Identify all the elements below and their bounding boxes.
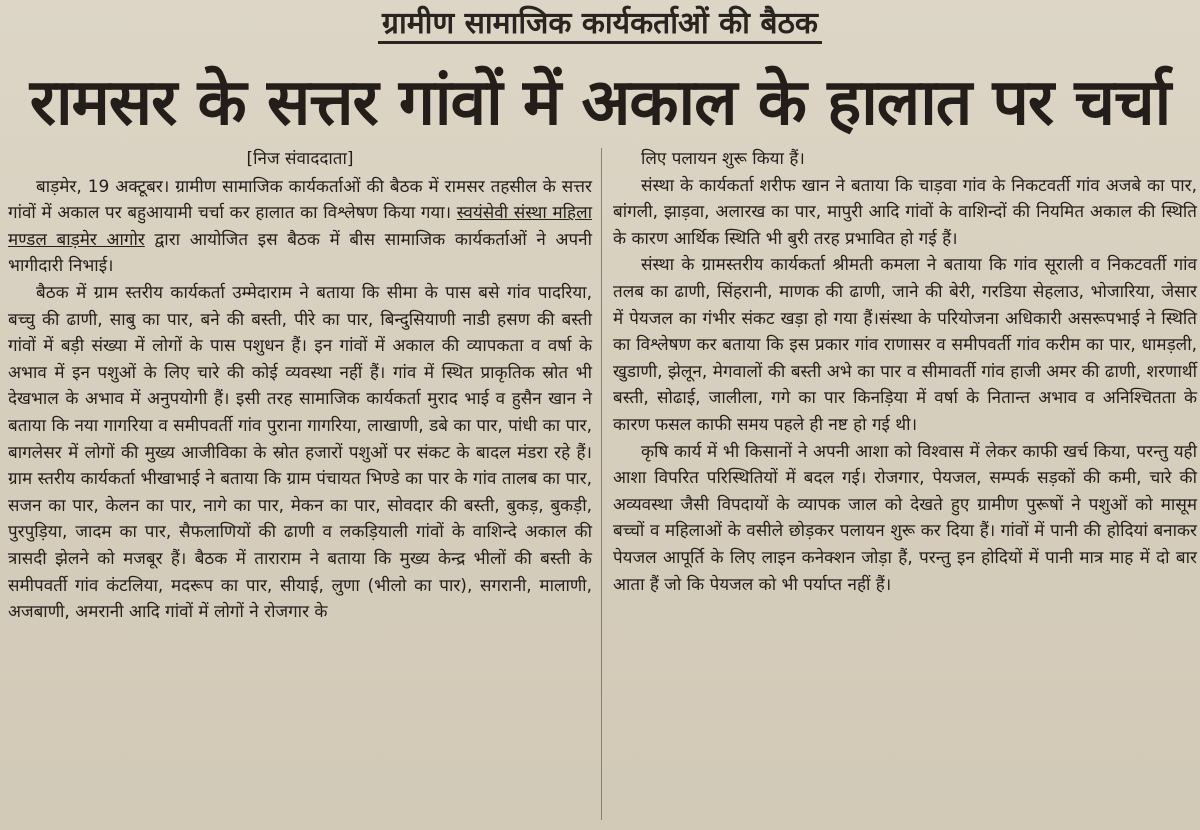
article-kicker (0, 4, 1200, 44)
byline: [निज संवाददाता] (246, 149, 354, 169)
organization-name-underlined: स्वयंसेवी संस्था महिला मण्डल बाड़मेर आगोर (8, 203, 593, 250)
paragraph-5: कृषि कार्य में भी किसानों ने अपनी आशा को विश्वास में लेकर काफी खर्च किया, परन्तु यही आशा विपरित परिस्थितियों में बदल गई। रोजगार, पेयजल, सम्पर्क सड़कों की कमी, चारे की अव्यवस्था जैसी विपदायों के व्यापक जाल को देखते हुए ग्रामीण पुरूषों ने पशुओं को मासूम बच्चों व महिलाओं के वसीले छोड़कर पलायन शुरू कर दिया हैं। गांवों में पानी की होदियां बनाकर पेयजल आपूर्ति के लिए लाइन कनेक्शन जोड़ा हैं, परन्तु इन होदियों में पानी मात्र माह में दो बार आता हैं जो कि पेयजल को भी पर्याप्त नहीं हैं। (613, 441, 1197, 595)
article-headline: रामसर के सत्तर गांवों में अकाल के हालात पर चर्चा (29, 66, 1171, 140)
paragraph-4: संस्था के ग्रामस्तरीय कार्यकर्ता श्रीमती कमला ने बताया कि गांव सूराली व निकटवर्ती गांव तलब का ढाणी, सिंहरानी, माणक की ढाणी, जाने की बेरी, गरडिया सेहलाउ, भोजारिया, जेसार में पेयजल का गंभीर संकट खड़ा हो गया हैं।संस्था के परियोजना अधिकारी असरूपभाई ने स्थिति का विश्लेषण कर बताया कि इस प्रकार गांव राणासर व समीपवर्ती गांव करीम का पार, धामड़ली, खुडाणी, झेलून, मेगवालों की बस्ती अभे का पार व सीमावर्ती गांव हाजी अमर की ढाणी, शरणार्थी बस्ती, सोढाई, जालीला, गगे का पार किनड़िया में वर्षा के नितान्त अभाव व अनिश्चितता के कारण फसल काफी समय पहले ही नष्ट हो गई थी। (613, 255, 1197, 435)
paragraph-continuation: लिए पलायन शुरू किया हैं। (641, 149, 805, 169)
article-column-left (8, 146, 592, 626)
column-divider (601, 148, 602, 820)
paragraph-1-lead: बाड़मेर, 19 अक्टूबर। ग्रामीण सामाजिक कार्यकर्ताओं की बैठक में रामसर तहसील के सत्तर गांवों में अकाल पर बहुआयामी चर्चा कर हालात का विश्लेषण किया गया। (8, 176, 592, 224)
paragraph-1 (8, 174, 592, 280)
paragraph-1-rest: द्वारा आयोजित इस बैठक में बीस सामाजिक कार्यकर्ताओं ने अपनी भागीदारी निभाई। (8, 229, 592, 277)
kicker-text: ग्रामीण सामाजिक कार्यकर्ताओं की बैठक (378, 6, 822, 44)
article-column-right (613, 146, 1197, 598)
paragraph-3: संस्था के कार्यकर्ता शरीफ खान ने बताया कि चाड़वा गांव के निकटवर्ती गांव अजबे का पार, बांगली, झाड़वा, अलारख का पार, मापुरी आदि गांवों के वाशिन्दों की नियमित अकाल की स्थिति के कारण आर्थिक स्थिति भी बुरी तरह प्रभावित हो गई हैं। (613, 175, 1197, 249)
paragraph-2: बैठक में ग्राम स्तरीय कार्यकर्ता उम्मेदाराम ने बताया कि सीमा के पास बसे गांव पादरिया, बच्चु की ढाणी, साबु का पार, बने की बस्ती, पीरे का पार, बिन्दुसियाणी नाडी हसण की बस्ती गांवों में बड़ी संख्या में लोगों के पास पशुधन हैं। इन गांवों में अकाल की व्यापकता व वर्षा के अभाव में इन पशुओं के लिए चारे की कोई व्यवस्था नहीं हैं। गांव में स्थित प्राकृतिक स्रोत भी देखभाल के अभाव में अनुपयोगी हैं। इसी तरह सामाजिक कार्यकर्ता मुराद भाई व हुसैन खान ने बताया कि नया गागरिया व समीपवर्ती गांव पुराना गागरिया, लाखाणी, डबे का पार, पांधी का पार, बागलेसर में लोगों की मुख्य आजीविका के स्रोत हजारों पशुओं पर संकट के बादल मंडरा रहे हैं। ग्राम स्तरीय कार्यकर्ता भीखाभाई ने बताया कि ग्राम पंचायत भिण्डे का पार के गांव तालब का पार, सजन का पार, केलन का पार, नागे का पार, मेकन का पार, सोवदार की बस्ती, बुकड़, बुकड़ी, पुरपुड़िया, जादम का पार, सैफलाणियों की ढाणी व लकड़ियाली गांवों के वाशिन्दे अकाल की त्रासदी झेलने को मजबूर हैं। बैठक में ताराराम ने बताया कि मुख्य केन्द्र भीलों की बस्ती के समीपवर्ती गांव कंटलिया, मदरूप का पार, सीयाई, लुणा (भीलो का पार), सगरानी, मालाणी, अजबाणी, अमरानी आदि गांवों में लोगों ने रोजगार के (8, 282, 592, 623)
